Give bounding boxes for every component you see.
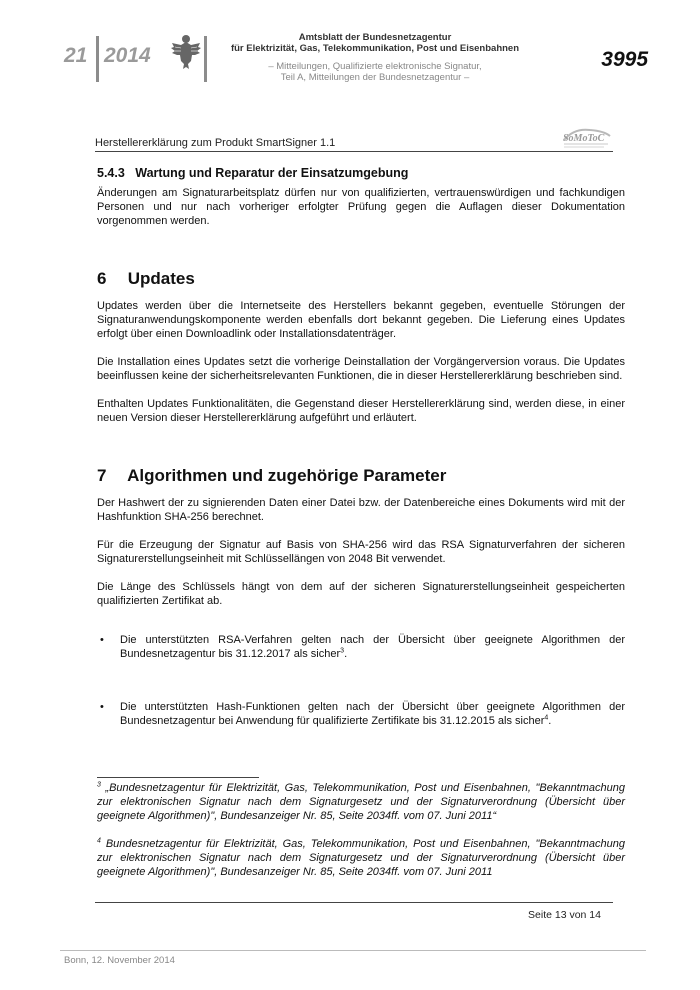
section-title: Wartung und Reparatur der Einsatzumgebung	[135, 166, 409, 180]
section-number: 6	[97, 269, 107, 288]
list-item-text: Die unterstützten Hash-Funktionen gelten nach der Übersicht über geeignete Algorithmen der Bundesnetzagentur bei Anwendung für qualifizierte Zertifikate bis 31.12.2015 als sicher	[120, 701, 625, 727]
document-body	[97, 166, 625, 728]
footnotes	[97, 781, 625, 879]
footer-rule	[95, 902, 613, 903]
footnote-ref[interactable]: 3	[340, 647, 345, 655]
paragraph: Die Installation eines Updates setzt die vorherige Deinstallation der Vorgängerversion voraus. Die Updates beeinflussen keine der sicherheitsrelevanten Funktionen, die in dieser Herstellererklärung beschrieben sind.	[97, 356, 625, 382]
header-rule	[95, 151, 613, 152]
section-number: 5.4.3	[97, 166, 125, 180]
gazette-subtitle-line: Teil A, Mitteilungen der Bundesnetzagentur –	[280, 72, 470, 83]
gazette-title	[215, 32, 535, 54]
section-title: Updates	[127, 269, 195, 288]
punctuation: .	[548, 715, 552, 727]
document-header: Herstellererklärung zum Produkt SmartSigner 1.1	[95, 137, 336, 149]
footnote-text: „Bundesnetzagentur für Elektrizität, Gas, Telekommunikation, Post und Eisenbahnen, "Bekanntmachung zur elektronischen Signatur nach dem Signaturgesetz und der Signaturverordnung (Übersicht über geeignete Algorithmen)", Bundesanzeiger Nr. 85, Seite 2034ff. vom 07. Juni 2011“	[97, 782, 625, 822]
svg-text:SoMoToC: SoMoToC	[563, 133, 605, 144]
paragraph: Die Länge des Schlüssels hängt von dem auf der sicheren Signaturerstellungseinheit gespeicherten qualifizierten Zertifikat ab.	[97, 581, 625, 607]
issue-number: 21	[64, 44, 88, 67]
list-item	[97, 700, 625, 728]
footnote-ref[interactable]: 4	[544, 714, 549, 722]
gazette-title-line: Amtsblatt der Bundesnetzagentur	[298, 32, 452, 43]
paragraph: Enthalten Updates Funktionalitäten, die Gegenstand dieser Herstellererklärung sind, werden diese, in einer neuen Version dieser Herstellererklärung aufgeführt und erläutert.	[97, 398, 625, 424]
federal-eagle-icon	[170, 33, 202, 71]
gazette-date: Bonn, 12. November 2014	[64, 955, 175, 966]
punctuation: .	[344, 648, 348, 660]
paragraph: Für die Erzeugung der Signatur auf Basis von SHA-256 wird das RSA Signaturverfahren der sicheren Signaturerstellungseinheit mit Schlüssellängen von 2048 Bit verwendet.	[97, 539, 625, 565]
gazette-title-line: für Elektrizität, Gas, Telekommunikation, Post und Eisenbahnen	[230, 43, 520, 54]
document-page-label: Seite 13 von 14	[528, 909, 601, 921]
section-title: Algorithmen und zugehörige Parameter	[127, 466, 447, 485]
paragraph: Änderungen am Signaturarbeitsplatz dürfen nur von qualifizierten, vertrauenswürdigen und fachkundigen Personen und nur nach vorheriger erfolgter Prüfung gegen die Auflagen dieser Dokumentation vorgenommen werden.	[97, 187, 625, 227]
header-divider	[204, 36, 207, 82]
bullet-icon: •	[100, 701, 104, 713]
section-7-heading	[97, 466, 625, 485]
list-item-text: Die unterstützten RSA-Verfahren gelten nach der Übersicht über geeignete Algorithmen der Bundesnetzagentur bis 31.12.2017 als sicher	[120, 634, 625, 660]
gazette-page-number: 3995	[601, 48, 648, 71]
footnote-separator	[97, 777, 259, 778]
issue-year: 2014	[104, 44, 151, 67]
footnote-number: 4	[97, 837, 101, 845]
gazette-footer-rule	[60, 950, 646, 951]
footnote-number: 3	[97, 781, 101, 789]
company-logo	[560, 126, 612, 150]
paragraph: Updates werden über die Internetseite des Herstellers bekannt gegeben, eventuelle Störungen der Signaturanwendungskomponente werden ebenfalls dort bekannt gegeben. Die Lieferung eines Updates erfolgt über einen Downloadlink oder Installationsdatenträger.	[97, 300, 625, 340]
header-divider	[96, 36, 99, 82]
paragraph: Der Hashwert der zu signierenden Daten einer Datei bzw. der Datenbereiche eines Dokuments wird mit der Hashfunktion SHA-256 berechnet.	[97, 497, 625, 523]
bullet-icon: •	[100, 634, 104, 646]
section-543-heading	[97, 166, 625, 180]
gazette-subtitle-line: – Mitteilungen, Qualifizierte elektronische Signatur,	[268, 61, 482, 72]
section-number: 7	[97, 466, 107, 485]
list-item	[97, 633, 625, 661]
section-6-heading	[97, 269, 625, 288]
footnote	[97, 837, 625, 879]
footnote	[97, 781, 625, 823]
gazette-subtitle	[215, 61, 535, 83]
footnote-text: Bundesnetzagentur für Elektrizität, Gas, Telekommunikation, Post und Eisenbahnen, "Bekanntmachung zur elektronischen Signatur nach dem Signaturgesetz und der Signaturverordnung (Übersicht über geeignete Algorithmen)", Bundesanzeiger Nr. 85, Seite 2034ff. vom 07. Juni 2011	[97, 838, 625, 878]
